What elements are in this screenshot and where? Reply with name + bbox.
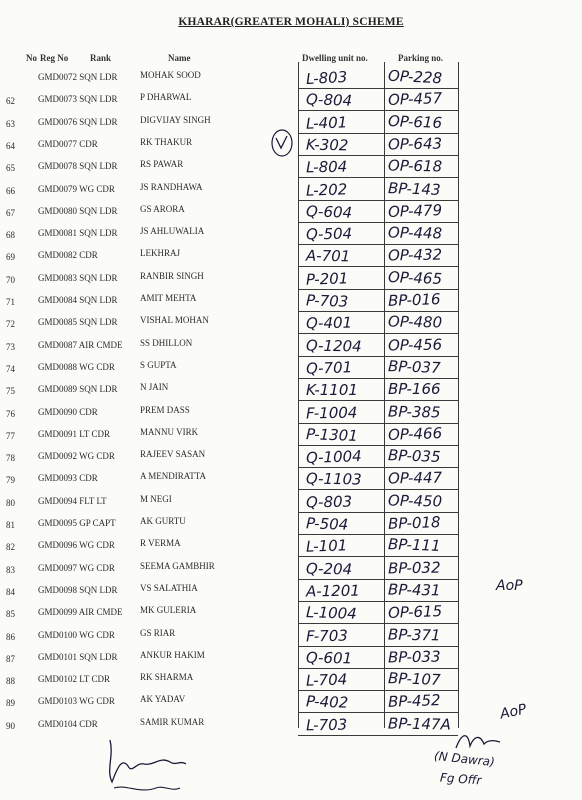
parking-no: OP-228: [387, 66, 443, 88]
member-name: VISHAL MOHAN: [140, 315, 209, 326]
member-name: DIGVIJAY SINGH: [140, 114, 211, 125]
row-rule: [298, 400, 458, 401]
row-rule: [298, 623, 458, 624]
parking-no: OP-448: [387, 223, 443, 243]
reg-rank: GMD0090 CDR: [38, 406, 98, 417]
annotation-aop-2: AoP: [498, 701, 528, 723]
serial-number: 80: [6, 497, 15, 508]
serial-number: 81: [6, 520, 15, 530]
parking-no: BP-147A: [387, 714, 451, 734]
parking-no: OP-615: [387, 602, 443, 623]
member-name: RANBIR SINGH: [140, 270, 204, 281]
header-reg-no: Reg No: [40, 53, 69, 63]
table-row: [0, 692, 582, 714]
serial-number: 90: [6, 720, 15, 731]
row-rule: [298, 445, 458, 446]
parking-no: BP-107: [387, 669, 441, 690]
member-name: R VERMA: [140, 538, 181, 549]
reg-rank: GMD0078 SQN LDR: [38, 161, 118, 172]
table-row: [0, 626, 582, 648]
parking-no: BP-166: [388, 380, 441, 399]
reg-rank: GMD0089 SQN LDR: [38, 384, 118, 395]
row-rule: [298, 356, 458, 357]
dwelling-unit-no: A-1201: [305, 581, 361, 601]
table-row: [0, 536, 582, 558]
reg-rank: GMD0092 WG CDR: [38, 451, 115, 462]
table-row: [0, 380, 582, 402]
dwelling-unit-no: Q-1004: [305, 447, 362, 468]
parking-no: OP-447: [387, 468, 443, 488]
reg-rank: GMD0080 SQN LDR: [38, 205, 118, 216]
row-rule: [298, 266, 458, 267]
dwelling-unit-no: L-803: [305, 67, 348, 89]
dwelling-unit-no: Q-1204: [305, 336, 362, 356]
member-name: SAMIR KUMAR: [140, 716, 205, 727]
serial-number: 85: [6, 609, 15, 620]
member-name: MANNU VIRK: [140, 426, 199, 437]
parking-no: BP-037: [387, 356, 441, 377]
dwelling-unit-no: K-302: [305, 135, 349, 155]
serial-number: 79: [6, 475, 15, 486]
member-name: MOHAK SOOD: [140, 70, 201, 80]
parking-no: OP-479: [387, 200, 443, 221]
table-row: [0, 202, 582, 224]
parking-no: OP-456: [387, 335, 443, 355]
member-name: JS RANDHAWA: [140, 181, 203, 192]
parking-no: BP-143: [387, 178, 441, 199]
parking-no: BP-032: [387, 558, 441, 578]
table-row: [0, 224, 582, 246]
row-rule: [298, 579, 458, 580]
serial-number: 84: [6, 586, 15, 597]
serial-number: 73: [6, 341, 15, 352]
dwelling-unit-no: P-402: [305, 692, 349, 713]
serial-number: 89: [6, 698, 15, 709]
reg-rank: GMD0100 WG CDR: [38, 629, 115, 640]
member-name: AK GURTU: [140, 516, 186, 526]
header-parking: Parking no.: [398, 53, 444, 63]
document-title: KHARAR(GREATER MOHALI) SCHEME: [178, 16, 404, 28]
row-rule: [298, 155, 458, 156]
member-name: A MENDIRATTA: [140, 471, 207, 482]
parking-no: OP-480: [387, 312, 443, 332]
header-name: Name: [168, 53, 191, 63]
member-name: GS ARORA: [140, 203, 185, 214]
table-row: [0, 648, 582, 670]
reg-rank: GMD0073 SQN LDR: [38, 94, 118, 105]
dwelling-unit-no: Q-804: [305, 90, 353, 111]
signatory-title: Fg Offr: [439, 770, 482, 788]
member-name: AK YADAV: [140, 694, 186, 705]
reg-rank: GMD0072 SQN LDR: [38, 72, 118, 82]
parking-no: BP-111: [387, 535, 441, 556]
serial-number: 77: [6, 430, 15, 441]
table-row: [0, 447, 582, 469]
serial-number: 82: [6, 542, 15, 553]
row-rule: [298, 556, 458, 557]
annotation-aop-1: AoP: [496, 578, 523, 594]
dwelling-unit-no: L-202: [305, 179, 348, 200]
member-name: LEKHRAJ: [140, 248, 180, 259]
dwelling-unit-no: A-701: [305, 247, 351, 266]
reg-rank: GMD0094 FLT LT: [38, 495, 107, 506]
dwelling-unit-no: Q-204: [305, 559, 353, 578]
table-row: [0, 469, 582, 491]
serial-number: 64: [6, 140, 15, 151]
table-row: [0, 157, 582, 179]
serial-number: 69: [6, 252, 15, 263]
reg-rank: GMD0088 WG CDR: [38, 361, 115, 372]
member-name: SS DHILLON: [140, 337, 193, 348]
serial-number: 62: [6, 96, 15, 107]
row-rule: [298, 333, 458, 334]
table-row: [0, 68, 582, 90]
table-row: [0, 336, 582, 358]
table-row: [0, 269, 582, 291]
reg-rank: GMD0102 LT CDR: [38, 674, 111, 685]
dwelling-unit-no: F-1004: [305, 403, 358, 422]
serial-number: 83: [6, 564, 15, 575]
dwelling-unit-no: Q-604: [305, 201, 353, 222]
dwelling-unit-no: L-703: [305, 715, 348, 735]
header-sno: No: [26, 53, 37, 63]
member-name: S GUPTA: [140, 359, 177, 370]
header-dwelling: Dwelling unit no.: [302, 53, 368, 63]
parking-no: OP-643: [387, 134, 443, 154]
table-row: [0, 291, 582, 313]
serial-number: 63: [6, 118, 15, 129]
reg-rank: GMD0096 WG CDR: [38, 540, 115, 551]
member-name: MK GULERIA: [140, 605, 197, 616]
parking-no: BP-016: [387, 290, 441, 310]
row-rule: [298, 378, 458, 379]
serial-number: 66: [6, 185, 15, 196]
row-rule: [298, 311, 458, 312]
reg-rank: GMD0077 CDR: [38, 138, 98, 149]
parking-no: OP-465: [387, 267, 443, 288]
row-rule: [298, 177, 458, 178]
reg-rank: GMD0091 LT CDR: [38, 428, 111, 439]
reg-rank: GMD0098 SQN LDR: [38, 584, 118, 595]
serial-number: 72: [6, 319, 15, 330]
member-name: VS SALATHIA: [140, 582, 198, 593]
row-rule: [298, 489, 458, 490]
dwelling-unit-no: L-101: [305, 536, 348, 557]
reg-rank: GMD0101 SQN LDR: [38, 651, 118, 662]
dwelling-unit-no: L-1004: [305, 603, 358, 624]
member-name: RK SHARMA: [140, 672, 194, 683]
dwelling-unit-no: P-703: [305, 291, 349, 311]
reg-rank: GMD0097 WG CDR: [38, 562, 115, 573]
parking-no: BP-018: [387, 513, 441, 533]
table-row: [0, 90, 582, 112]
parking-no: OP-457: [387, 89, 443, 110]
table-row: [0, 670, 582, 692]
member-name: RS PAWAR: [140, 159, 184, 170]
member-name: JS AHLUWALIA: [140, 226, 205, 237]
serial-number: 76: [6, 408, 15, 419]
parking-no: OP-466: [387, 423, 443, 444]
serial-number: 86: [6, 631, 15, 642]
member-name: RK THAKUR: [140, 136, 193, 147]
serial-number: 88: [6, 676, 15, 687]
parking-no: OP-616: [387, 111, 443, 132]
table-row: [0, 559, 582, 581]
serial-number: 78: [6, 453, 15, 464]
serial-number: 65: [6, 163, 15, 174]
table-row: [0, 581, 582, 603]
table-row: [0, 425, 582, 447]
dwelling-unit-no: L-704: [305, 670, 348, 690]
reg-rank: GMD0103 WG CDR: [38, 696, 115, 707]
serial-number: 87: [6, 653, 15, 664]
reg-rank: GMD0082 CDR: [38, 250, 98, 261]
serial-number: 67: [6, 207, 15, 218]
parking-no: BP-371: [387, 625, 441, 644]
member-name: GS RIAR: [140, 627, 176, 638]
dwelling-unit-no: L-804: [305, 157, 348, 177]
member-name: SEEMA GAMBHIR: [140, 560, 215, 571]
dwelling-unit-no: P-504: [305, 514, 349, 534]
dwelling-unit-no: F-703: [305, 626, 349, 645]
row-rule: [298, 735, 458, 736]
member-name: N JAIN: [140, 382, 169, 393]
table-row: [0, 358, 582, 380]
table-row: [0, 403, 582, 425]
table-row: [0, 246, 582, 268]
tick-mark-icon: [270, 128, 294, 158]
row-rule: [298, 712, 458, 713]
dwelling-unit-no: Q-701: [305, 358, 353, 378]
dwelling-unit-no: Q-504: [305, 224, 353, 244]
serial-number: 71: [6, 297, 15, 307]
serial-number: 68: [6, 230, 15, 241]
reg-rank: GMD0104 CDR: [38, 718, 98, 729]
reg-rank: GMD0081 SQN LDR: [38, 228, 118, 239]
reg-rank: GMD0079 WG CDR: [38, 183, 115, 194]
signature-right-icon: [452, 728, 502, 754]
row-rule: [298, 110, 458, 111]
member-name: M NEGI: [140, 493, 172, 504]
parking-no: BP-431: [387, 580, 441, 600]
reg-rank: GMD0083 SQN LDR: [38, 272, 118, 283]
table-row: [0, 180, 582, 202]
table-row: [0, 313, 582, 335]
row-rule: [298, 534, 458, 535]
reg-rank: GMD0076 SQN LDR: [38, 116, 118, 127]
signature-left-icon: [100, 736, 190, 798]
parking-no: BP-452: [387, 691, 441, 712]
table-row: [0, 514, 582, 536]
row-rule: [298, 222, 458, 223]
dwelling-unit-no: Q-401: [305, 313, 353, 333]
parking-no: OP-450: [387, 491, 443, 511]
table-row: [0, 603, 582, 625]
parking-no: BP-033: [387, 647, 441, 667]
reg-rank: GMD0087 AIR CMDE: [38, 339, 123, 350]
dwelling-unit-no: P-201: [305, 268, 349, 289]
dwelling-unit-no: P-1301: [305, 424, 359, 445]
member-name: ANKUR HAKIM: [140, 649, 205, 660]
dwelling-unit-no: Q-601: [305, 648, 353, 668]
member-name: P DHARWAL: [140, 92, 192, 103]
reg-rank: GMD0095 GP CAPT: [38, 518, 116, 528]
parking-no: OP-618: [387, 156, 443, 176]
dwelling-unit-no: Q-803: [305, 492, 353, 512]
serial-number: 74: [6, 363, 15, 374]
serial-number: 75: [6, 386, 15, 397]
row-rule: [298, 133, 458, 134]
member-name: PREM DASS: [140, 404, 190, 415]
reg-rank: GMD0085 SQN LDR: [38, 317, 118, 328]
row-rule: [298, 668, 458, 669]
row-rule: [298, 646, 458, 647]
parking-no: BP-385: [387, 402, 441, 421]
dwelling-unit-no: K-1101: [306, 381, 358, 400]
dwelling-unit-no: L-401: [305, 112, 348, 133]
member-name: RAJEEV SASAN: [140, 449, 206, 460]
parking-no: BP-035: [387, 446, 441, 467]
header-rank: Rank: [90, 53, 112, 63]
table-row: [0, 492, 582, 514]
parking-no: OP-432: [387, 245, 443, 265]
member-name: AMIT MEHTA: [140, 293, 197, 303]
signatory-name: (N Dawra): [433, 748, 496, 770]
reg-rank: GMD0093 CDR: [38, 473, 98, 484]
reg-rank: GMD0099 AIR CMDE: [38, 607, 123, 618]
serial-number: 70: [6, 274, 15, 285]
reg-rank: GMD0084 SQN LDR: [38, 295, 118, 305]
dwelling-unit-no: Q-1103: [305, 469, 362, 489]
